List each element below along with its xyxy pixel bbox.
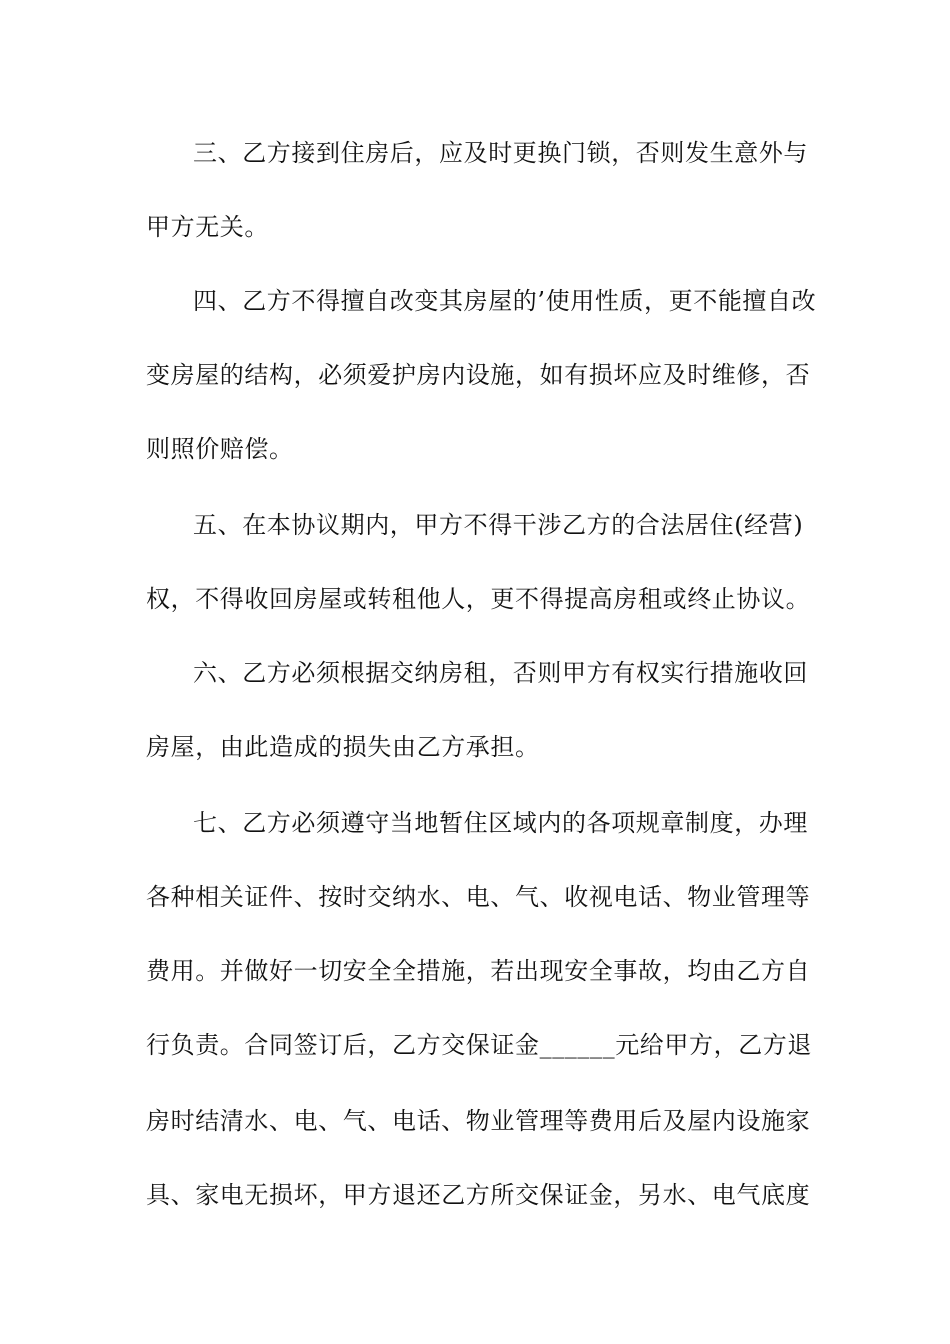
paragraph-5-line-1: 五、在本协议期内，甲方不得干涉乙方的合法居住(经营) xyxy=(193,511,804,539)
paragraph-7-line-6: 具、家电无损坏，甲方退还乙方所交保证金，另水、电气底度 xyxy=(146,1181,811,1209)
paragraph-7-line-2: 各种相关证件、按时交纳水、电、气、收视电话、物业管理等 xyxy=(146,883,811,911)
paragraph-5-line-2: 权，不得收回房屋或转租他人，更不得提高房租或终止协议。 xyxy=(146,585,811,613)
paragraph-4-line-2: 变房屋的结构，必须爱护房内设施，如有损坏应及时维修，否 xyxy=(146,361,811,389)
paragraph-6-line-2: 房屋，由此造成的损失由乙方承担。 xyxy=(146,733,540,761)
paragraph-3-line-2: 甲方无关。 xyxy=(146,213,269,241)
paragraph-7-line-3: 费用。并做好一切安全全措施，若出现安全事故，均由乙方自 xyxy=(146,957,811,985)
paragraph-4-line-1: 四、乙方不得擅自改变其房屋的’使用性质，更不能擅自改 xyxy=(193,287,817,315)
paragraph-7-line-4: 行负责。合同签订后，乙方交保证金______元给甲方，乙方退 xyxy=(146,1031,812,1059)
paragraph-6-line-1: 六、乙方必须根据交纳房租，否则甲方有权实行措施收回 xyxy=(193,659,808,687)
paragraph-4-line-3: 则照价赔偿。 xyxy=(146,435,294,463)
paragraph-7-line-1: 七、乙方必须遵守当地暂住区域内的各项规章制度，办理 xyxy=(193,809,808,837)
paragraph-7-line-5: 房时结清水、电、气、电话、物业管理等费用后及屋内设施家 xyxy=(146,1107,811,1135)
paragraph-3-line-1: 三、乙方接到住房后，应及时更换门锁，否则发生意外与 xyxy=(193,139,808,167)
